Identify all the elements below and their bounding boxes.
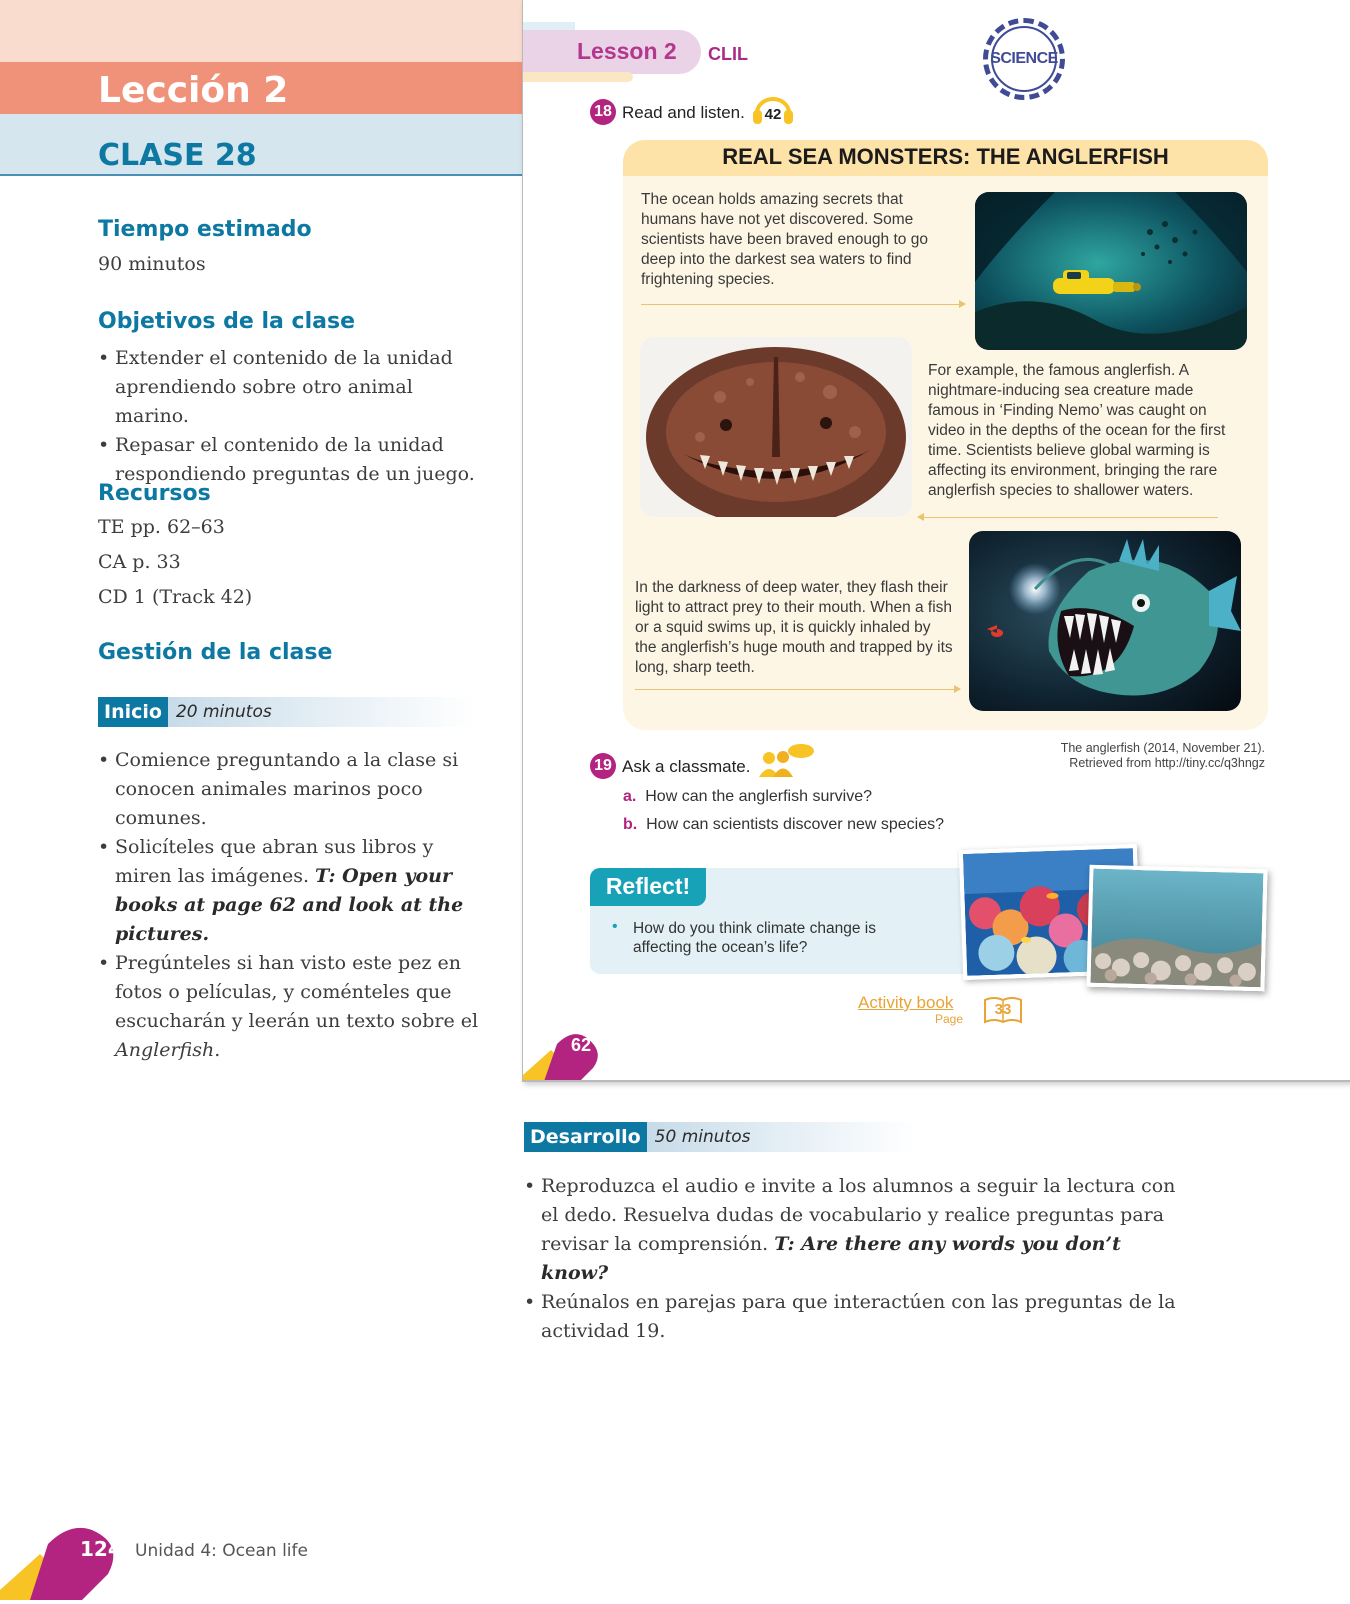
citation-line: Retrieved from http://tiny.cc/q3hngz	[1069, 756, 1265, 770]
pair-work-icon	[759, 743, 817, 779]
inicio-duration: 20 minutos	[168, 697, 476, 727]
class-title: CLASE 28	[98, 138, 257, 173]
activity-18-number: 18	[590, 99, 616, 125]
desarrollo-label: Desarrollo	[524, 1122, 647, 1152]
reading-title: REAL SEA MONSTERS: THE ANGLERFISH	[722, 144, 1169, 169]
book-page-number: 62	[571, 1035, 592, 1055]
reflect-label: Reflect!	[605, 873, 691, 899]
activity-18-instruction: Read and listen.	[622, 103, 745, 122]
resources-heading: Recursos	[98, 481, 211, 506]
teacher-instruction: T: Open your books at page 62 and look at the pictures.	[115, 865, 464, 945]
citation-line: The anglerfish (2014, November 21).	[1060, 741, 1265, 755]
reading-paragraph-2: For example, the famous anglerfish. A nightmare-inducing sea creature made famous in ‘Finding Nemo’ was caught on video in the depths of the ocean for the first time. Scientists believe global warming is affecting its environment, bringing the rare anglerfish species to shallower waters.	[928, 362, 1226, 499]
inicio-bullet-text: Solicíteles que abran sus libros y miren las imágenes.	[115, 836, 434, 887]
student-book-page	[522, 0, 1350, 1082]
inicio-bullet-text: Pregúnteles si han visto este pez en fotos o películas, y coménteles que escucharán y leerán un texto sobre el	[115, 952, 479, 1032]
book-icon	[983, 996, 1023, 1024]
class-band	[0, 114, 522, 176]
question-a	[623, 788, 872, 806]
book-lesson-title: Lesson 2	[577, 38, 677, 64]
inicio-bullet	[98, 949, 493, 1065]
teacher-instruction: T: Are there any words you don’t know?	[541, 1233, 1121, 1284]
objectives-list	[98, 344, 478, 489]
desarrollo-list	[524, 1172, 1184, 1346]
objective-item: • Extender el contenido de la unidad aprendiendo sobre otro animal marino.	[98, 344, 478, 431]
time-value: 90 minutos	[98, 253, 206, 275]
activity-19-instruction: Ask a classmate.	[622, 757, 751, 776]
reading-arrow	[635, 689, 960, 690]
desarrollo-bullet-text: Reproduzca el audio e invite a los alumnos a seguir la lectura con el dedo. Resuelva dudas de vocabulario y realice preguntas para revisar la comprensión.	[541, 1175, 1176, 1255]
anglerfish-illustration	[969, 531, 1241, 711]
citation	[953, 741, 1265, 771]
reading-arrow	[641, 304, 965, 305]
resource-item: TE pp. 62–63	[98, 516, 225, 538]
submarine-photo	[975, 192, 1247, 350]
inicio-bullet	[98, 833, 493, 949]
desarrollo-duration: 50 minutos	[647, 1122, 917, 1152]
reading-paragraph-3: In the darkness of deep water, they flash their light to attract prey to their mouth. When a fish or a squid swims up, it is quickly inhaled by the anglerfish’s huge mouth and trapped by its long, sharp teeth.	[635, 579, 953, 676]
question-a-letter: a.	[623, 788, 637, 805]
activity-19-number: 19	[590, 753, 616, 779]
anglerfish-closeup-photo	[640, 337, 912, 517]
question-b-text: How can scientists discover new species?	[646, 816, 945, 833]
footer-page-corner	[0, 1522, 130, 1600]
activity-book-page-number: 33	[994, 1001, 1012, 1018]
audio-track-icon	[751, 95, 795, 127]
inicio-phase-bar	[98, 697, 476, 727]
inicio-bullet	[98, 746, 493, 833]
management-heading: Gestión de la clase	[98, 640, 333, 665]
inicio-bullet-text: Comience preguntando a la clase si conocen animales marinos poco comunes.	[115, 749, 459, 829]
reflect-bullet: •	[612, 918, 618, 935]
science-badge-label: SCIENCE	[991, 26, 1057, 92]
reading-paragraph-1: The ocean holds amazing secrets that humans have not yet discovered. Some scientists have been braved enough to go deep into the darkest sea waters to find frightening species.	[641, 191, 928, 288]
bleached-coral-photo	[1086, 865, 1267, 992]
reading-arrow	[918, 517, 1218, 518]
question-a-text: How can the anglerfish survive?	[645, 788, 873, 805]
activity-book-page-label: Page	[935, 1012, 964, 1026]
lesson-title: Lección 2	[98, 70, 289, 111]
inicio-bullet-end: .	[214, 1039, 221, 1061]
resource-item: CA p. 33	[98, 551, 181, 573]
resource-item: CD 1 (Track 42)	[98, 586, 253, 608]
desarrollo-bullet: • Reúnalos en parejas para que interactúen con las preguntas de la actividad 19.	[524, 1288, 1184, 1346]
activity-book-link[interactable]: Activity book	[858, 993, 954, 1012]
inicio-label: Inicio	[98, 697, 168, 727]
desarrollo-phase-bar	[524, 1122, 917, 1152]
header-band-top	[0, 0, 522, 62]
clil-label: CLIL	[708, 44, 748, 64]
desarrollo-bullet	[524, 1172, 1184, 1288]
lesson-decor-underline	[523, 72, 633, 82]
anglerfish-term: Anglerfish	[115, 1039, 215, 1061]
question-b	[623, 816, 944, 834]
footer-page-number: 124	[80, 1537, 122, 1561]
question-b-letter: b.	[623, 816, 638, 833]
time-heading: Tiempo estimado	[98, 217, 312, 242]
science-badge	[983, 18, 1065, 100]
track-number: 42	[764, 106, 782, 123]
objectives-heading: Objetivos de la clase	[98, 309, 355, 334]
inicio-list	[98, 746, 493, 1065]
reflect-text: How do you think climate change is affecting the ocean’s life?	[633, 920, 876, 956]
objective-item: • Repasar el contenido de la unidad respondiendo preguntas de un juego.	[98, 431, 478, 489]
footer-unit: Unidad 4: Ocean life	[135, 1541, 308, 1561]
